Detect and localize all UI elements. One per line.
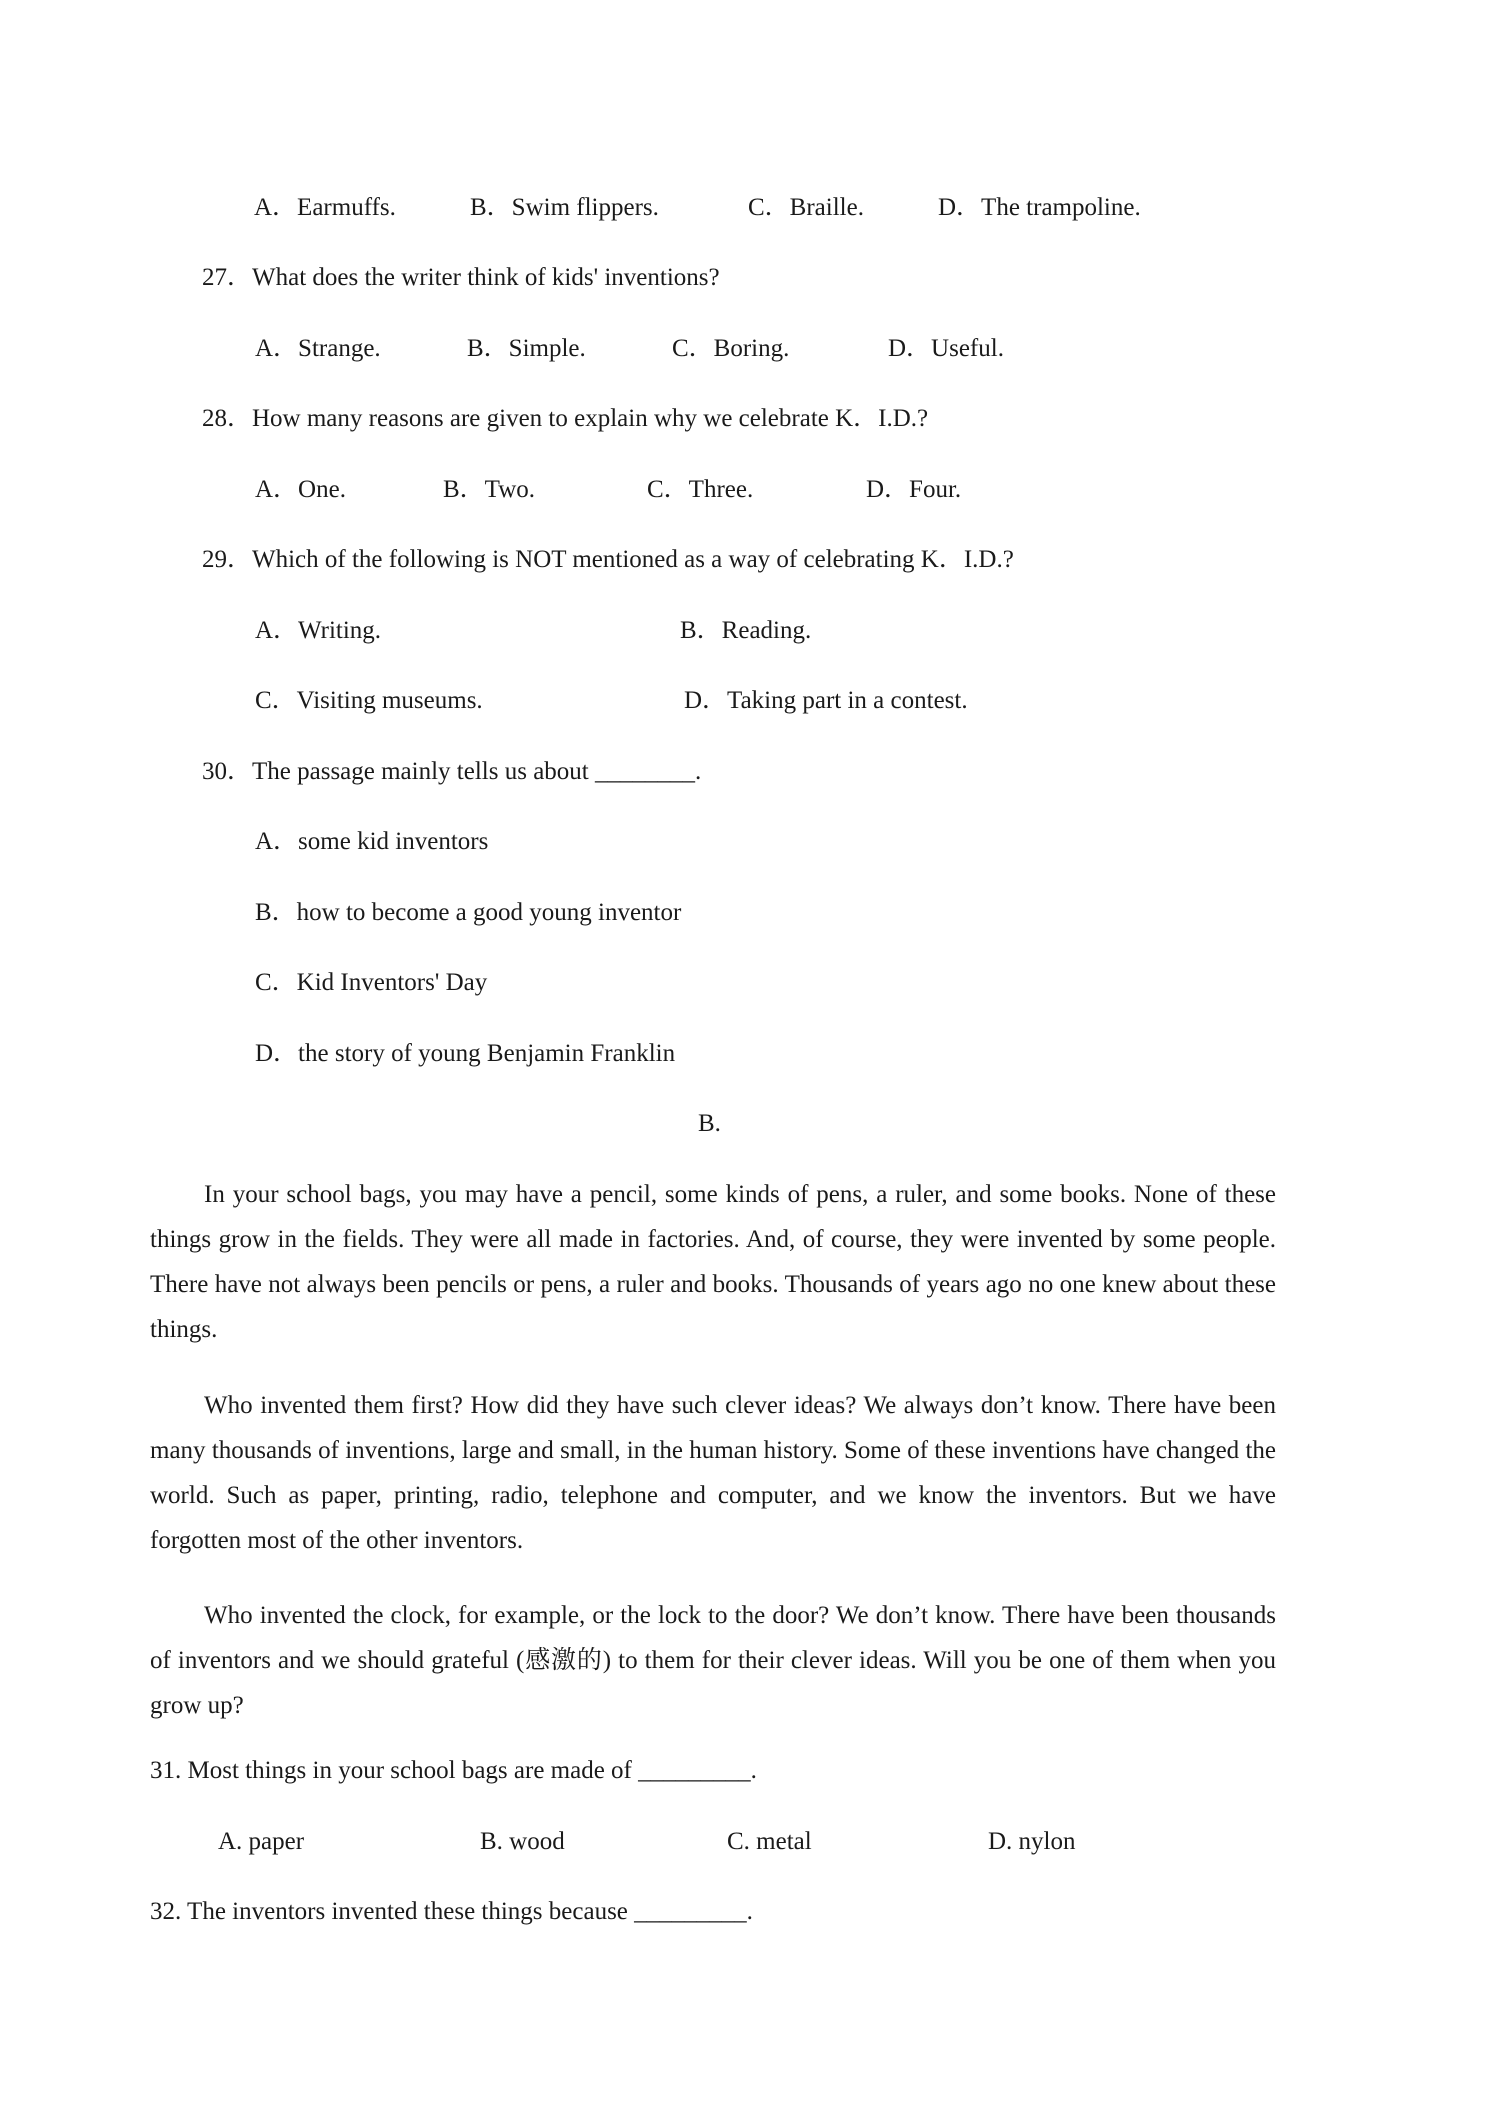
q27-option-b: B．Simple. [467, 335, 586, 362]
q30-option-d: D．the story of young Benjamin Franklin [255, 1040, 676, 1067]
passage-paragraph-1-text: In your school bags, you may have a pencil, some kinds of pens, a ruler, and some books. None of these things grow in the fields. They were all made in factories. And, of course, they were invented by some people. There have not always been pencils or pens, a ruler and books. Thousands of years ago no one knew about these things. [150, 1181, 1276, 1343]
q26-option-a: A．Earmuffs. [254, 194, 396, 221]
passage-paragraph-1 [150, 1172, 1276, 1352]
q26-option-c: C．Braille. [748, 194, 864, 221]
q27-option-a: A．Strange. [255, 335, 381, 362]
q28-option-b: B．Two. [443, 476, 536, 503]
passage-paragraph-2-text: Who invented them first? How did they have such clever ideas? We always don’t know. There have been many thousands of inventions, large and small, in the human history. Some of these inventions have changed the world. Such as paper, printing, radio, telephone and computer, and we know the inventors. But we have forgotten most of the other inventors. [150, 1392, 1276, 1554]
q31-option-a: A. paper [218, 1828, 305, 1855]
q29-option-d: D．Taking part in a contest. [684, 687, 968, 714]
q27-option-c: C．Boring. [672, 335, 790, 362]
q30-option-b: B．how to become a good young inventor [255, 899, 682, 926]
q27-stem: 27．What does the writer think of kids' inventions? [202, 264, 720, 291]
section-b-title: B. [698, 1110, 721, 1137]
q26-option-d: D．The trampoline. [938, 194, 1141, 221]
passage-paragraph-3-text: Who invented the clock, for example, or the lock to the door? We don’t know. There have been thousands of inventors and we should grateful (感激的) to them for their clever ideas. Will you be one of them when you grow up? [150, 1602, 1276, 1719]
q31-option-c: C. metal [727, 1828, 812, 1855]
q29-option-a: A．Writing. [255, 617, 382, 644]
q31-option-b: B. wood [480, 1828, 565, 1855]
q28-stem: 28．How many reasons are given to explain why we celebrate K．I.D.? [202, 405, 929, 432]
q29-option-c: C．Visiting museums. [255, 687, 483, 714]
q28-option-c: C．Three. [647, 476, 754, 503]
passage-paragraph-3 [150, 1593, 1276, 1728]
q32-stem: 32. The inventors invented these things because _________. [150, 1898, 753, 1925]
q27-option-d: D．Useful. [888, 335, 1004, 362]
q26-option-b: B．Swim flippers. [470, 194, 659, 221]
q29-option-b: B．Reading. [680, 617, 812, 644]
q28-option-d: D．Four. [866, 476, 962, 503]
q29-stem: 29．Which of the following is NOT mentioned as a way of celebrating K．I.D.? [202, 546, 1014, 573]
q31-option-d: D. nylon [988, 1828, 1076, 1855]
q30-option-a: A．some kid inventors [255, 828, 489, 855]
passage-paragraph-2 [150, 1383, 1276, 1563]
q28-option-a: A．One. [255, 476, 346, 503]
q31-stem: 31. Most things in your school bags are made of _________. [150, 1757, 757, 1784]
q30-option-c: C．Kid Inventors' Day [255, 969, 488, 996]
q30-stem: 30．The passage mainly tells us about ________. [202, 758, 702, 785]
